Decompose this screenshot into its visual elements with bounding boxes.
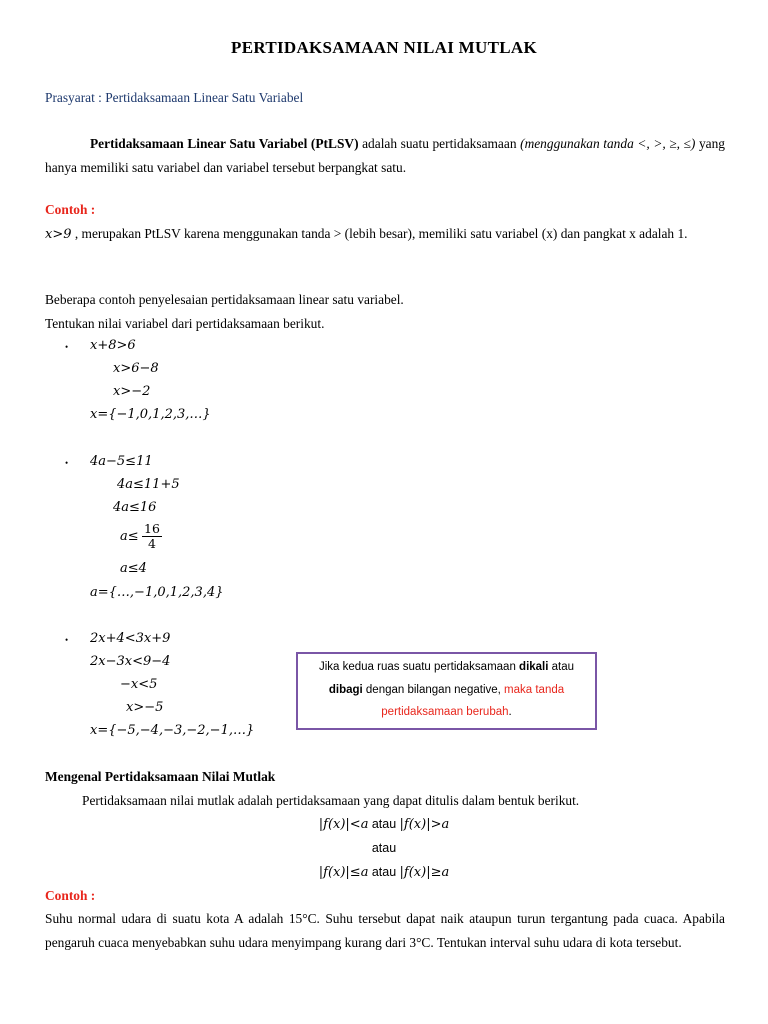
example1-text: , merupakan PtLSV karena menggunakan tanda > (lebih besar), memiliki satu variabel (x) dan pangkat x adalah 1.	[71, 226, 688, 241]
p2-frac-den: 4	[147, 536, 156, 551]
intro-line-1: Beberapa contoh penyelesaian pertidaksamaan linear satu variabel.	[45, 292, 404, 307]
bullet-1: •	[65, 342, 69, 352]
p1-line-3: x>−2	[113, 384, 151, 399]
atau-center: atau	[371, 841, 397, 855]
note-line-2	[298, 679, 595, 702]
note-dikali: dikali	[519, 661, 549, 673]
p2-frac-prefix: a≤	[120, 529, 139, 544]
p2-solution-set: a={…,−1,0,1,2,3,4}	[90, 585, 224, 600]
bullet-2: •	[65, 458, 69, 468]
p3-line-1: 2x+4<3x+9	[90, 631, 171, 646]
note-line-3	[298, 701, 595, 724]
definition-paragraph	[45, 132, 725, 179]
form2b: |f(x)|≥a	[399, 865, 450, 880]
prasyarat-line: Prasyarat : Pertidaksamaan Linear Satu Variabel	[45, 90, 304, 105]
p1-solution-set: x={−1,0,1,2,3,…}	[90, 407, 211, 422]
note-red-1: maka tanda	[504, 683, 565, 696]
definition-italic: (menggunakan tanda <, >, ≥, ≤)	[520, 136, 696, 151]
p3-line-2: 2x−3x<9−4	[90, 654, 171, 669]
note-line-1	[298, 656, 595, 679]
p2-line-1: 4a−5≤11	[90, 454, 153, 469]
note-text-4: .	[508, 706, 512, 718]
p1-line-2: x>6−8	[113, 361, 159, 376]
definition-text-2: yang hanya memiliki satu variabel dan variabel tersebut berpangkat satu.	[45, 136, 726, 175]
note-dibagi: dibagi	[328, 683, 363, 696]
note-box	[296, 652, 597, 730]
atau-inline-2: atau	[371, 865, 397, 879]
note-text-2: atau	[548, 661, 575, 673]
form-line-1	[0, 816, 768, 832]
page-title: PERTIDAKSAMAAN NILAI MUTLAK	[231, 38, 537, 57]
note-text-1: Jika kedua ruas suatu pertidaksamaan	[318, 661, 520, 673]
form1b: |f(x)|>a	[399, 817, 450, 832]
section2-text: Pertidaksamaan nilai mutlak adalah pertidaksamaan yang dapat ditulis dalam bentuk berikut.	[82, 793, 580, 808]
definition-term: Pertidaksamaan Linear Satu Variabel (PtLSV)	[90, 136, 359, 151]
example1-expr: x>9	[45, 227, 72, 242]
note-text-3: dengan bilangan negative,	[362, 683, 505, 696]
section2-heading: Mengenal Pertidaksamaan Nilai Mutlak	[45, 769, 276, 784]
p3-solution-set: x={−5,−4,−3,−2,−1,…}	[90, 723, 255, 738]
p1-line-1: x+8>6	[90, 338, 136, 353]
p2-line-2: 4a≤11+5	[117, 477, 180, 492]
form1a: |f(x)|<a	[318, 817, 369, 832]
contoh-label-2: Contoh :	[45, 888, 96, 903]
contoh-label-1: Contoh :	[45, 202, 96, 217]
p3-line-4: x>−5	[126, 700, 164, 715]
p2-frac-num: 16	[144, 521, 160, 536]
p2-line-3: 4a≤16	[113, 500, 157, 515]
p3-line-3: −x<5	[120, 677, 158, 692]
form-line-2	[0, 864, 768, 880]
bullet-3: •	[65, 635, 69, 645]
example1-paragraph	[45, 222, 725, 247]
p2-fraction	[142, 522, 162, 551]
problem-paragraph: Suhu normal udara di suatu kota A adalah 15°C. Suhu tersebut dapat naik ataupun turun tergantung pada cuaca. Apabila pengaruh cuaca menyebabkan suhu udara menyimpang kurang dari 3°C. Tentukan interval suhu udara di kota tersebut.	[45, 911, 725, 950]
note-red-2: pertidaksamaan berubah	[381, 706, 509, 718]
definition-text-1: adalah suatu pertidaksamaan	[358, 136, 521, 151]
atau-inline-1: atau	[371, 817, 397, 831]
intro-line-2: Tentukan nilai variabel dari pertidaksamaan berikut.	[45, 316, 325, 331]
form2a: |f(x)|≤a	[318, 865, 369, 880]
p2-line-5: a≤4	[120, 561, 147, 576]
p2-fraction-line	[120, 522, 162, 551]
